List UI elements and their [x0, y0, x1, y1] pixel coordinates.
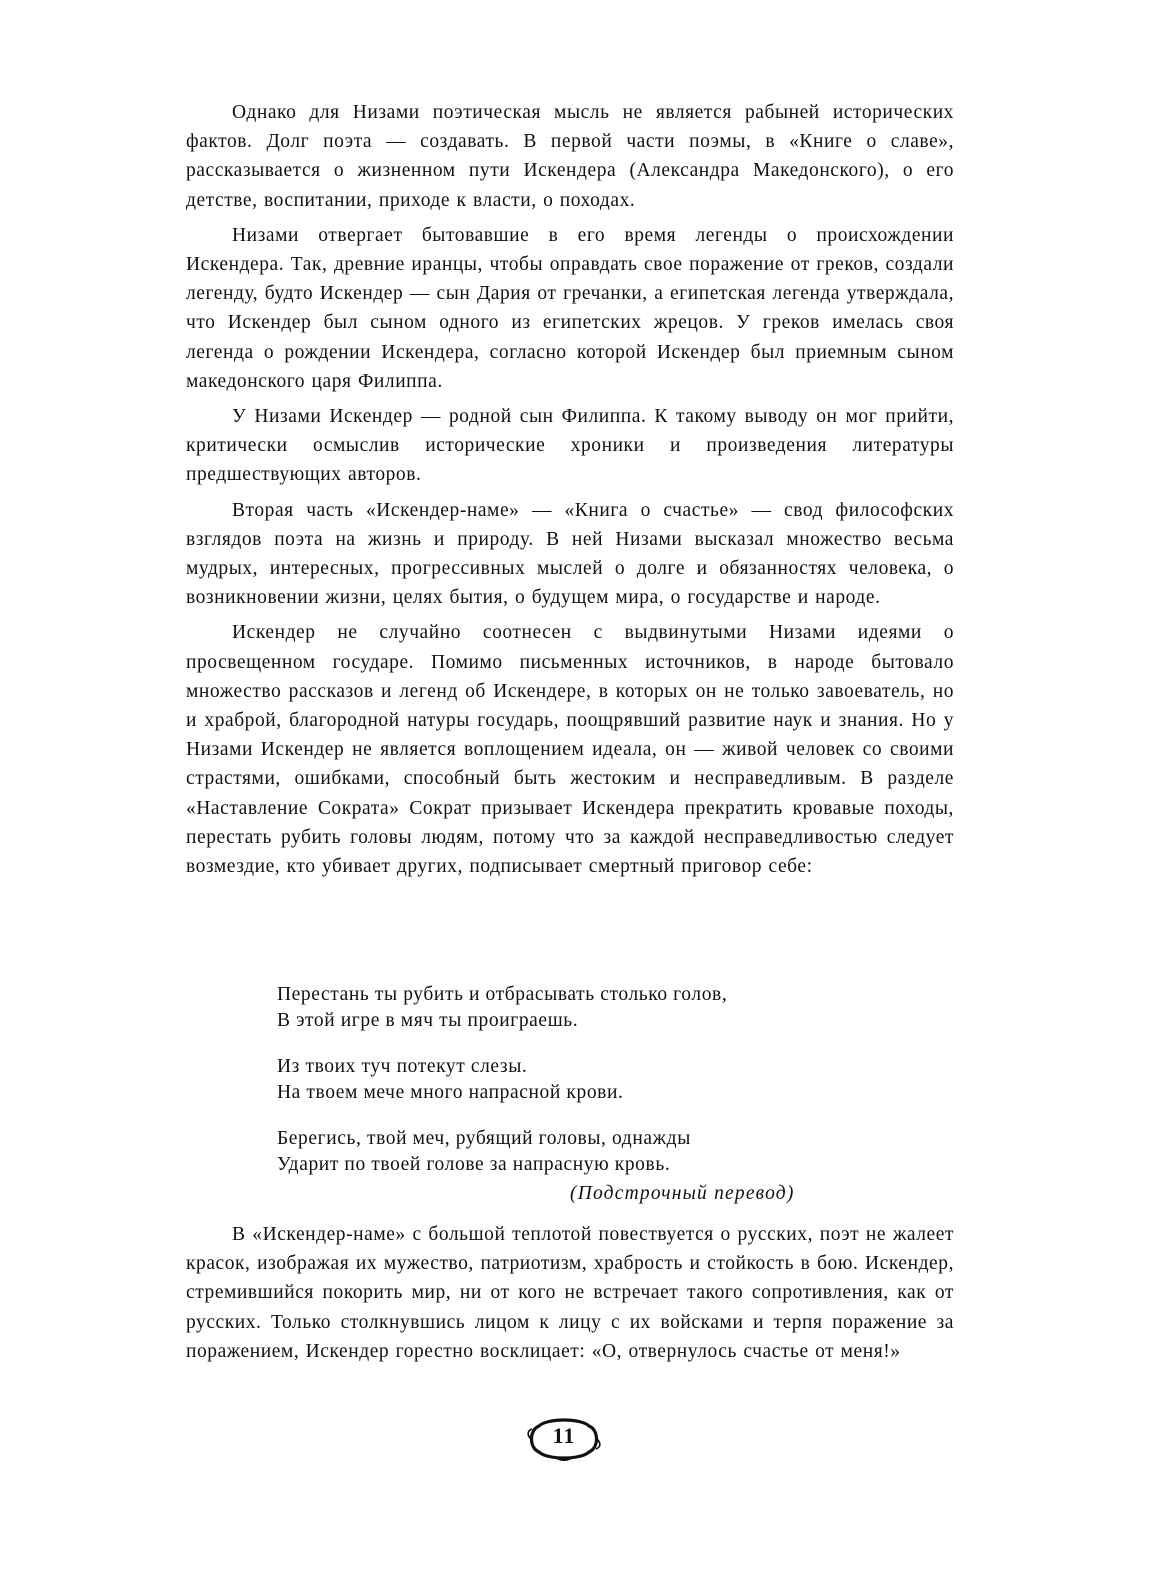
poem-line: Берегись, твой меч, рубящий головы, однажды: [277, 1128, 691, 1149]
paragraph: Искендер не случайно соотнесен с выдвинутыми Низами идеями о просвещенном государе. Помимо письменных источников, в народе бытовало множество рассказов и легенд об Искендере, в которых он не только завоеватель, но и храброй, благородной натуры государь, поощрявший развитие наук и знания. Но у Низами Искендер не является воплощением идеала, он — живой человек со своими страстями, ошибками, способный быть жестоким и несправедливым. В разделе «Наставление Сократа» Сократ призывает Искендера прекратить кровавые походы, перестать рубить головы людям, потому что за каждой несправедливостью следует возмездие, кто убивает других, подписывает смертный приговор себе:: [186, 622, 954, 878]
poem-stanza: [277, 982, 877, 1034]
page-number: [525, 1416, 603, 1462]
poem-line: В этой игре в мяч ты проиграешь.: [277, 1010, 579, 1031]
poem-line: На твоем мече много напрасной крови.: [277, 1082, 624, 1103]
poem-line: Перестань ты рубить и отбрасывать столько голов,: [277, 984, 728, 1005]
paragraph: Низами отвергает бытовавшие в его время легенды о происхождении Искендера. Так, древние иранцы, чтобы оправдать свое поражение от греков, создали легенду, будто Искендер — сын Дария от гречанки, а египетская легенда утверждала, что Искендер был сыном одного из египетских жрецов. У греков имелась своя легенда о рождении Искендера, согласно которой Искендер был приемным сыном македонского царя Филиппа.: [186, 224, 954, 392]
body-text-bottom: [186, 1220, 954, 1366]
translation-note: (Подстрочный перевод): [570, 1183, 795, 1204]
paragraph: У Низами Искендер — родной сын Филиппа. К такому выводу он мог прийти, критически осмыслив исторические хроники и произведения литературы предшествующих авторов.: [186, 406, 954, 486]
body-text-top: [186, 98, 954, 881]
poem-quote: [277, 982, 877, 1198]
page-number-value: 11: [552, 1423, 576, 1448]
poem-line: Ударит по твоей голове за напрасную кровь.: [277, 1154, 671, 1175]
paragraph: В «Искендер-наме» с большой теплотой повествуется о русских, поэт не жалеет красок, изображая их мужество, патриотизм, храбрость и стойкость в бою. Искендер, стремившийся покорить мир, ни от кого не встречает такого сопротивления, как от русских. Только столкнувшись лицом к лицу с их войсками и терпя поражение за поражением, Искендер горестно восклицает: «О, отвернулось счастье от меня!»: [186, 1224, 954, 1362]
poem-line: Из твоих туч потекут слезы.: [277, 1056, 528, 1077]
poem-stanza: [277, 1054, 877, 1106]
poem-stanza: [277, 1126, 877, 1178]
paragraph: Вторая часть «Искендер-наме» — «Книга о счастье» — свод философских взглядов поэта на жизнь и природу. В ней Низами высказал множество весьма мудрых, интересных, прогрессивных мыслей о долге и обязанностях человека, о возникновении жизни, целях бытия, о будущем мира, о государстве и народе.: [186, 499, 954, 609]
paragraph: Однако для Низами поэтическая мысль не является рабыней исторических фактов. Долг поэта — создавать. В первой части поэмы, в «Книге о славе», рассказывается о жизненном пути Искендера (Александра Македонского), о его детстве, воспитании, приходе к власти, о походах.: [186, 102, 954, 211]
